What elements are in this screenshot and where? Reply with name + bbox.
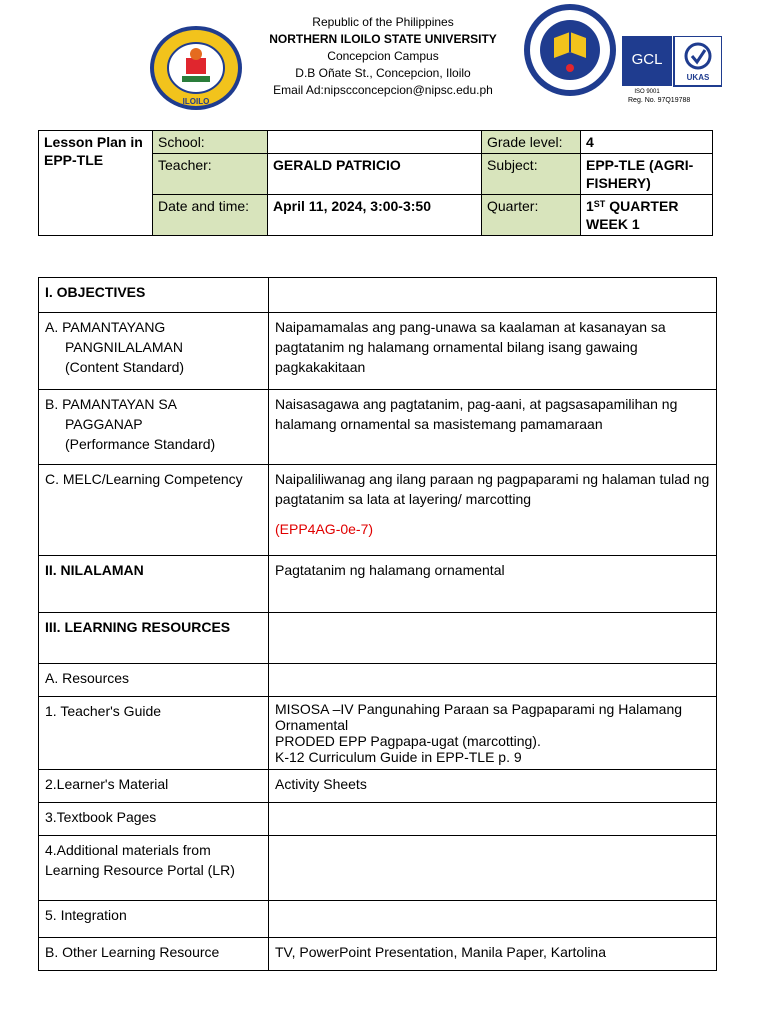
objectives-heading: I. OBJECTIVES <box>39 278 269 313</box>
textbook-pages-value <box>269 803 717 836</box>
date-label: Date and time: <box>153 195 268 236</box>
content-standard-label-3: (Content Standard) <box>65 359 185 375</box>
table-row <box>39 836 717 901</box>
table-row <box>39 390 717 465</box>
table-row <box>39 556 717 613</box>
iso-text: ISO 9001 <box>634 89 660 94</box>
republic-line: Republic of the Philippines <box>312 15 454 29</box>
additional-materials-label: 4.Additional materials from Learning Resource Portal (LR) <box>39 836 269 901</box>
subject-label: Subject: <box>482 154 581 195</box>
quarter-superscript: ST <box>593 199 606 209</box>
melc-label: C. MELC/Learning Competency <box>39 465 269 556</box>
lesson-plan-table <box>38 277 717 971</box>
table-row <box>39 465 717 556</box>
teacher-value: GERALD PATRICIO <box>268 154 482 195</box>
seal-bottom-text: ILOILO <box>182 97 210 106</box>
college-seal-icon <box>522 2 618 98</box>
nilalaman-label: II. NILALAMAN <box>39 556 269 613</box>
learners-material-value: Activity Sheets <box>269 770 717 803</box>
teachers-guide-line-2: PRODED EPP Pagpapa-ugat (marcotting). <box>275 733 541 749</box>
other-resources-value: TV, PowerPoint Presentation, Manila Paper, Kartolina <box>269 938 717 971</box>
teachers-guide-line-1: MISOSA –IV Pangunahing Paraan sa Pagpaparami ng Halamang Ornamental <box>275 701 683 733</box>
table-row <box>39 278 717 313</box>
school-value <box>268 131 482 154</box>
textbook-pages-label: 3.Textbook Pages <box>39 803 269 836</box>
teacher-label: Teacher: <box>153 154 268 195</box>
table-row <box>39 770 717 803</box>
gcl-ukas-certification-icon <box>622 36 722 94</box>
performance-standard-value: Naisasagawa ang pagtatanim, pag-aani, at pagsasapamilihan ng halamang ornamental sa masistemang pamamaraan <box>269 390 717 465</box>
date-value: April 11, 2024, 3:00-3:50 <box>268 195 482 236</box>
info-row <box>39 131 713 154</box>
lesson-plan-title: Lesson Plan in EPP-TLE <box>39 131 153 236</box>
university-seal-icon <box>148 24 244 112</box>
content-standard-label <box>39 313 269 390</box>
quarter-value <box>581 195 713 236</box>
nilalaman-value: Pagtatanim ng halamang ornamental <box>269 556 717 613</box>
melc-code: (EPP4AG-0e-7) <box>275 521 374 537</box>
additional-materials-value <box>269 836 717 901</box>
ukas-text: UKAS <box>686 73 710 82</box>
email-line: Email Ad:nipscconcepcion@nipsc.edu.ph <box>273 83 493 97</box>
content-standard-value: Naipamamalas ang pang-unawa sa kaalaman at kasanayan sa pagtatanim ng halamang ornamental bilang isang gawaing pagkakakitaan <box>269 313 717 390</box>
teachers-guide-line-3: K-12 Curriculum Guide in EPP-TLE p. 9 <box>275 749 522 765</box>
resources-label: A. Resources <box>39 664 269 697</box>
performance-standard-label-1: B. PAMANTAYAN SA <box>45 396 177 412</box>
content-standard-label-2: PANGNILALAMAN <box>65 339 183 355</box>
content-standard-label-1: A. PAMANTAYANG <box>45 319 166 335</box>
table-row <box>39 803 717 836</box>
teachers-guide-label: 1. Teacher's Guide <box>39 697 269 770</box>
grade-value: 4 <box>581 131 713 154</box>
campus-line: Concepcion Campus <box>327 49 439 63</box>
learners-material-label: 2.Learner's Material <box>39 770 269 803</box>
document-header <box>0 0 768 120</box>
gcl-text: GCL <box>631 51 663 68</box>
table-row <box>39 664 717 697</box>
performance-standard-label-3: (Performance Standard) <box>65 436 216 452</box>
melc-value <box>269 465 717 556</box>
melc-text: Naipaliliwanag ang ilang paraan ng pagpaparami ng halaman tulad ng pagtatanim sa lata at layering/ marcotting <box>275 471 710 507</box>
table-row <box>39 901 717 938</box>
header-text-block <box>268 14 498 99</box>
grade-label: Grade level: <box>482 131 581 154</box>
quarter-label: Quarter: <box>482 195 581 236</box>
teachers-guide-value <box>269 697 717 770</box>
table-row <box>39 313 717 390</box>
address-line: D.B Oñate St., Concepcion, Iloilo <box>295 66 471 80</box>
school-label: School: <box>153 131 268 154</box>
university-name: NORTHERN ILOILO STATE UNIVERSITY <box>269 32 497 46</box>
table-row <box>39 697 717 770</box>
lesson-info-table <box>38 130 713 236</box>
learning-resources-heading: III. LEARNING RESOURCES <box>39 613 269 664</box>
other-resources-label: B. Other Learning Resource <box>39 938 269 971</box>
integration-label: 5. Integration <box>39 901 269 938</box>
performance-standard-label <box>39 390 269 465</box>
quarter-number: 1 <box>586 198 594 214</box>
integration-value <box>269 901 717 938</box>
objectives-value <box>269 278 717 313</box>
subject-value: EPP-TLE (AGRI-FISHERY) <box>581 154 713 195</box>
performance-standard-label-2: PAGGANAP <box>65 416 143 432</box>
quarter-rest: QUARTER WEEK 1 <box>586 198 679 232</box>
learning-resources-value <box>269 613 717 664</box>
table-row <box>39 613 717 664</box>
registration-number: Reg. No. 97Q19788 <box>628 97 691 104</box>
table-row <box>39 938 717 971</box>
resources-value <box>269 664 717 697</box>
